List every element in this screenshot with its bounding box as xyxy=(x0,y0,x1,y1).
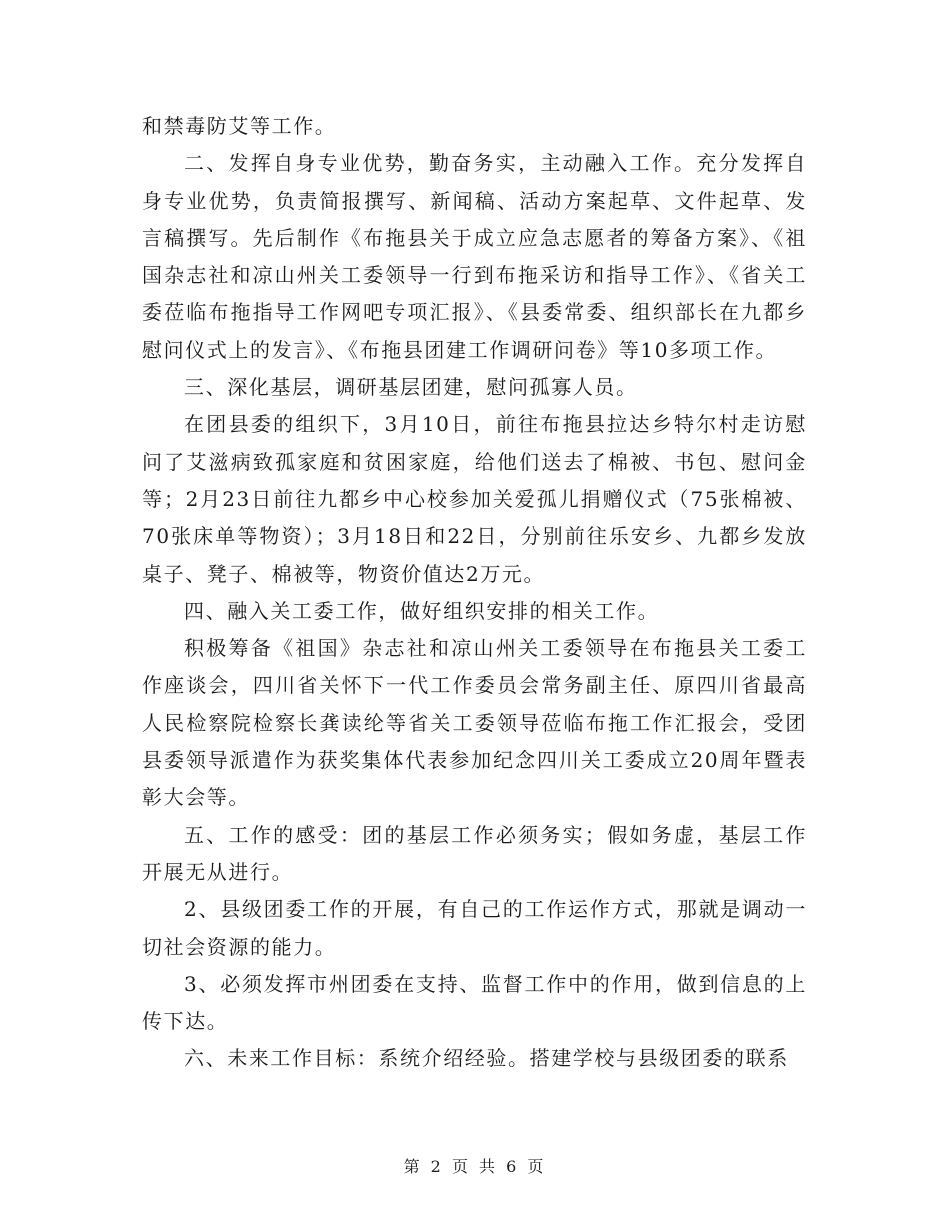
paragraph-section-6-heading: 六、未来工作目标：系统介绍经验。搭建学校与县级团委的联系 xyxy=(184,1046,789,1071)
paragraph-section-2-heading: 二、发挥自身专业优势，勤奋务实，主动融入工作。充分发挥自身专业优势，负责简报撰写、新闻稿、活动方案起草、文件起草、发言稿撰写。先后制作《布拖县关于成立应急志愿者的筹备方案》、《祖国杂志社和凉山州关工委领导一行到布拖采访和指导工作》、《省关工委莅临布拖指导工作网吧专项汇报》、《县委常委、组织部长在九都乡慰问仪式上的发言》、《布拖县团建工作调研问卷》等10多项工作。 xyxy=(142,151,807,362)
paragraph-section-4-heading: 四、融入关工委工作，做好组织安排的相关工作。 xyxy=(184,598,660,623)
paragraph-continuation: 和禁毒防艾等工作。 xyxy=(142,114,337,138)
paragraph-item-3: 3、必须发挥市州团委在支持、监督工作中的作用，做到信息的上传下达。 xyxy=(142,971,807,1034)
paragraph-section-5-heading: 五、工作的感受：团的基层工作必须务实；假如务虚，基层工作开展无从进行。 xyxy=(142,822,807,884)
page-number-footer: 第 2 页 共 6 页 xyxy=(403,1157,547,1176)
paragraph-section-4-body: 积极筹备《祖国》杂志社和凉山州关工委领导在布拖县关工委工作座谈会，四川省关怀下一代工作委员会常务副主任、原四川省最高人民检察院检察长龚读纶等省关工委领导莅临布拖工作汇报会，受团县委领导派遣作为获奖集体代表参加纪念四川关工委成立20周年暨表彰大会等。 xyxy=(142,636,807,810)
document-body xyxy=(142,108,807,1078)
paragraph-section-3-body: 在团县委的组织下，3月10日，前往布拖县拉达乡特尔村走访慰问了艾滋病致孤家庭和贫困家庭，给他们送去了棉被、书包、慰问金等；2月23日前往九都乡中心校参加关爱孤儿捐赠仪式（75张棉被、70张床单等物资）；3月18日和22日，分别前往乐安乡、九都乡发放桌子、凳子、棉被等，物资价值达2万元。 xyxy=(142,412,807,586)
paragraph-section-3-heading: 三、深化基层，调研基层团建，慰问孤寡人员。 xyxy=(184,375,638,400)
paragraph-item-2: 2、县级团委工作的开展，有自己的工作运作方式，那就是调动一切社会资源的能力。 xyxy=(142,897,807,959)
